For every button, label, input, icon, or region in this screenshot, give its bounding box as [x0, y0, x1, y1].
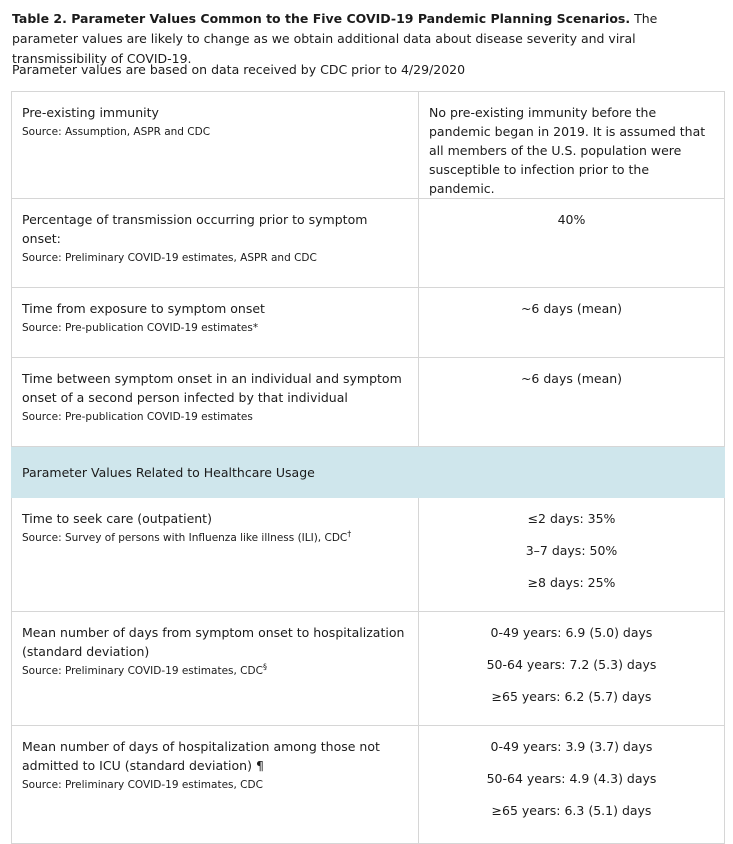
table-row: [12, 726, 725, 844]
parameter-source: Source: Pre-publication COVID-19 estimates: [22, 411, 253, 423]
source-text: Source: Preliminary COVID-19 estimates, CDC: [22, 665, 263, 677]
parameter-cell: [12, 92, 419, 199]
data-basis-note: Parameter values are based on data received by CDC prior to 4/29/2020: [12, 62, 466, 77]
parameter-name: Pre-existing immunity: [22, 105, 159, 120]
footnote-mark: †: [347, 529, 352, 539]
parameter-value: No pre-existing immunity before the pandemic began in 2019. It is assumed that all members of the U.S. population were susceptible to infection prior to the pandemic.: [429, 105, 706, 196]
section-header: Parameter Values Related to Healthcare Usage: [12, 447, 725, 498]
value-cell: [419, 358, 725, 447]
parameter-cell: [12, 199, 419, 288]
footnote-mark: §: [262, 662, 267, 672]
parameter-value: 0-49 years: 3.9 (3.7) days: [490, 739, 653, 754]
parameter-name: Time between symptom onset in an individual and symptom onset of a second person infected by that individual: [22, 371, 402, 405]
table-row: [12, 358, 725, 447]
parameter-name: Time from exposure to symptom onset: [22, 301, 265, 316]
footnote-mark: *: [252, 322, 259, 334]
value-cell: [419, 288, 725, 358]
parameter-value: ~6 days (mean): [520, 371, 623, 386]
parameter-name: [22, 737, 408, 775]
parameter-value: 3–7 days: 50%: [525, 543, 618, 558]
parameter-value: 0-49 years: 6.9 (5.0) days: [490, 625, 653, 640]
parameter-value: ≥65 years: 6.2 (5.7) days: [491, 689, 652, 704]
parameter-value: 50-64 years: 4.9 (4.3) days: [486, 771, 657, 786]
table-row: [12, 612, 725, 726]
table-row: [12, 498, 725, 612]
source-text: Source: Survey of persons with Influenza like illness (ILI), CDC: [22, 532, 348, 544]
parameter-source: [22, 319, 408, 337]
parameter-value: ~6 days (mean): [520, 301, 623, 316]
parameter-source: [22, 662, 408, 680]
value-cell: [419, 498, 725, 612]
parameter-value: ≥8 days: 25%: [527, 575, 616, 590]
table-caption-text: The parameter values are likely to change as we obtain additional data about disease severity and viral transmissibility of COVID-19.: [12, 11, 658, 66]
value-cell: [419, 199, 725, 288]
parameter-value: ≤2 days: 35%: [527, 511, 616, 526]
value-cell: [419, 726, 725, 844]
table-row: [12, 92, 725, 199]
footnote-mark: ¶: [251, 758, 264, 773]
table-caption-lead: Table 2. Parameter Values Common to the Five COVID-19 Pandemic Planning Scenarios.: [12, 11, 631, 26]
section-header-row: [12, 447, 725, 498]
parameter-name: Percentage of transmission occurring prior to symptom onset:: [22, 212, 368, 246]
parameter-source: Source: Assumption, ASPR and CDC: [22, 126, 211, 138]
parameter-cell: [12, 288, 419, 358]
value-cell: [419, 92, 725, 199]
parameter-name: Time to seek care (outpatient): [22, 511, 212, 526]
source-text: Source: Pre-publication COVID-19 estimates: [22, 322, 253, 334]
table-row: [12, 199, 725, 288]
parameter-cell: [12, 726, 419, 844]
parameter-value: ≥65 years: 6.3 (5.1) days: [491, 803, 652, 818]
parameter-cell: [12, 498, 419, 612]
parameter-source: [22, 529, 408, 547]
parameter-value: 40%: [557, 212, 586, 227]
parameter-name-text: Mean number of days of hospitalization among those not admitted to ICU (standard deviation): [22, 739, 380, 773]
parameter-table: [11, 91, 725, 844]
parameter-source: Source: Preliminary COVID-19 estimates, ASPR and CDC: [22, 252, 317, 264]
parameter-source: Source: Preliminary COVID-19 estimates, CDC: [22, 779, 263, 791]
table-row: [12, 288, 725, 358]
value-cell: [419, 612, 725, 726]
parameter-name: Mean number of days from symptom onset to hospitalization (standard deviation): [22, 625, 405, 659]
parameter-cell: [12, 612, 419, 726]
parameter-value: 50-64 years: 7.2 (5.3) days: [486, 657, 657, 672]
parameter-cell: [12, 358, 419, 447]
